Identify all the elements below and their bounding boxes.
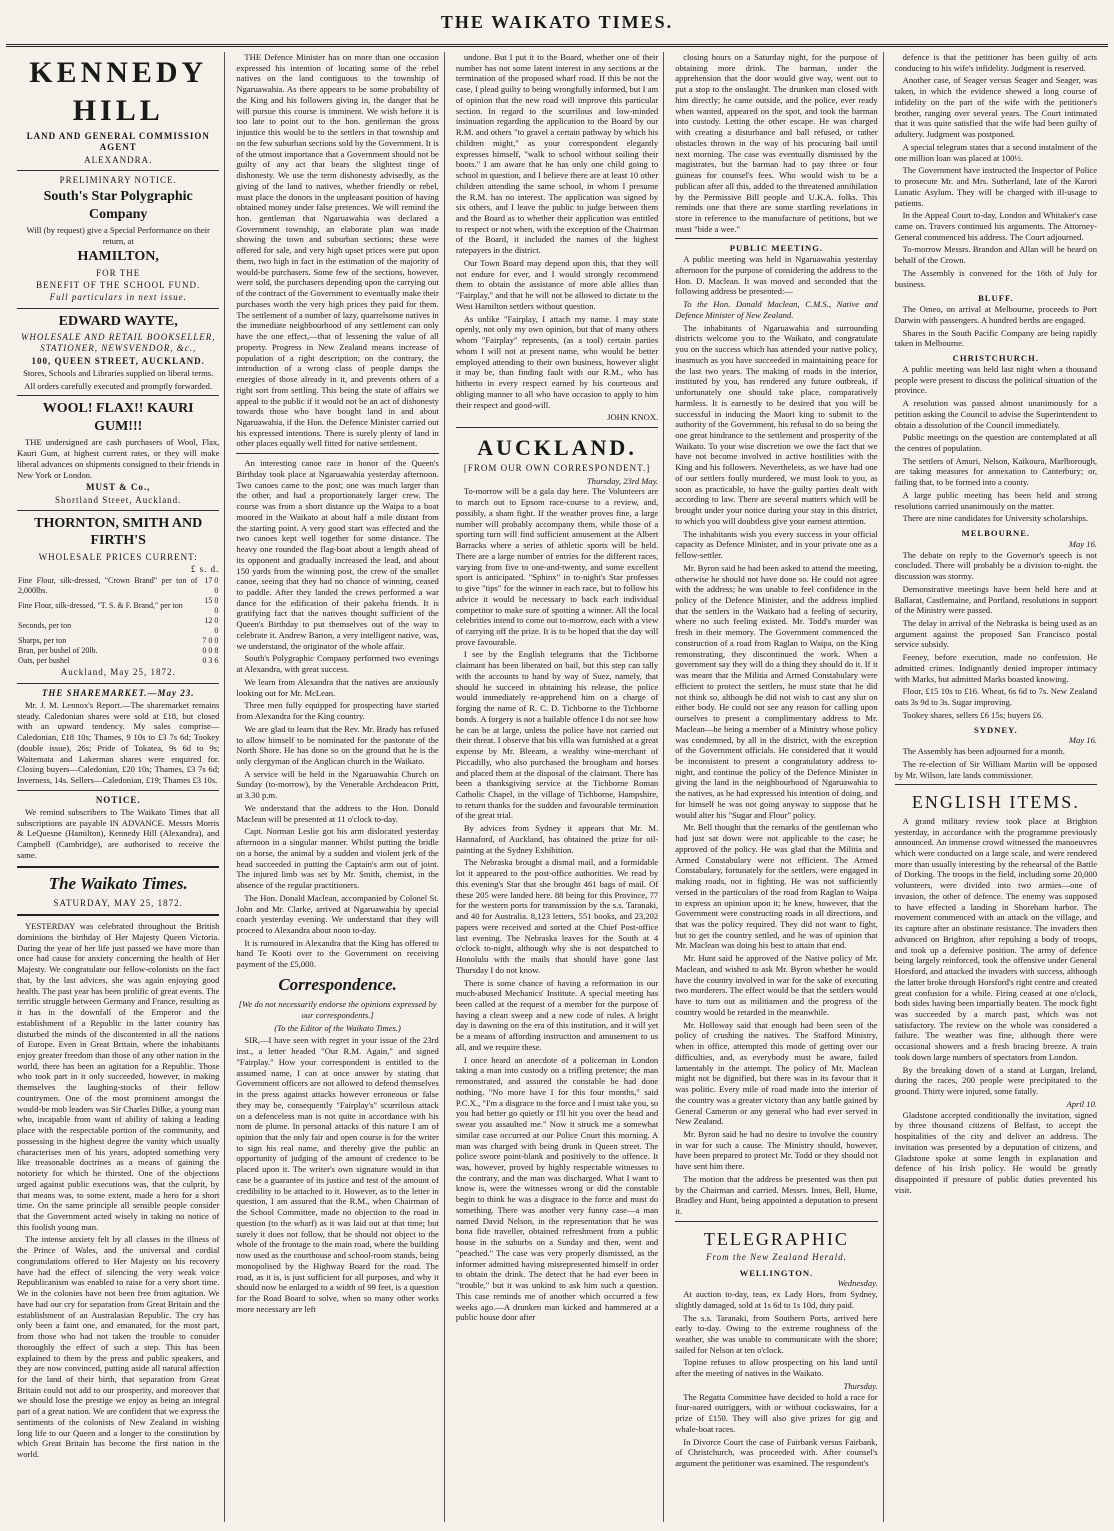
prices-date: Auckland, May 25, 1872. bbox=[60, 667, 176, 678]
telegram-para: The Government have instructed the Inspector of Police to prosecute Mr. and Mrs. Sutherland, late of the Karori Lunatic Asylum. They will be charged with ill-usage to patients. bbox=[894, 165, 1098, 208]
kennedy-title: LAND AND GENERAL COMMISSION AGENT bbox=[26, 131, 210, 153]
paper-date: SATURDAY, MAY 25, 1872. bbox=[53, 897, 183, 908]
meeting-para: To the Hon. Donald Maclean, C.M.S., Native and Defence Minister of New Zealand. bbox=[675, 299, 878, 320]
auckland-para: I once heard an anecdote of a policeman in London taking a man into custody on a trifling pretence; the man remonstrated, and assured the constable he had done nothing. "No more have I for this four months," said P.C.X., "I'm a disgrace to the force and I must take you, so you had better go quietly or I'll hit you over the head and swear you assaulted me." Now it struck me a somewhat similar case occurred at our Police Court this morning. A man was charged with being drunk in Queen street. The police swore point-blank and positively to the offence. It was, however, proved by highly respectable witnesses to the contrary, and the man was discharged. What I want to know is, were the witnesses wrong or did the constable begin to think he was a disgrace to the force and must do something. There was another very funny case—a man named David Nelson, in the representation that he was bona fide traveller, obtained refreshment from a public house in the suburbs on a Sunday and then, went and "peached." The case was very properly dismissed, as the informer admitted having misrepresented himself in order to obtain the drink. The detect that he had ever been in "trouble," but it was unkind to ask him such a question. This case reminds me of another which occurred a few weeks ago.—A drunken man kicked and hammered at a public house door after bbox=[455, 1054, 659, 1323]
news-item: Capt. Norman Leslie got his arm dislocated yesterday afternoon in a singular manner. Whilst putting the bridle on a horse, the animal by a sudden and violent jerk of the head succeeded in putting the Captain's arm out of joint. The injured limb was set by Mr. Smith, chemist, in the absence of the regular practitioners. bbox=[236, 826, 439, 891]
editorial-para: YESTERDAY was celebrated throughout the British dominions the birthday of Her Majesty Queen Victoria. During the year of her life just passed we have more than once had cause for anxiety concerning the health of Her Majesty. We congratulate our fellow-colonists on the fact that, by the last advices, she was again enjoying good health. The past year has been prolific of great events. The terrific struggle between Germany and France, resulting as it has in the downfall of the Emperor and the establishment of a Republic in the latter country has disturbed the minds of the discontented in all the nations of Europe. Even in Great Britain, where the inhabitants enjoy greater freedom than those of any other nation in the world, there has been an agitation for a Republic. Those who took part in it only succeeded, however, in making themselves the laughing-stocks of their fellow countrymen. One of the most prominent amongst the would-be mob leaders was Sir Charles Dilke, a young man who, incapable from want of ability of taking a leading place with the respectable portion of the community, and possessing in the highest degree the vanity which usually characterises men of his years, adopted something very like treasonable doctrines as a means of gaining the notoriety for which he thirsted. One of the objections urged against public executions was, that the culprit, by that means was, to some extent, made a hero for a short time. On the same principle all sensible people consider that the Government acted wisely in taking no notice of this foolish young man. bbox=[17, 921, 220, 1232]
defence-editorial: THE Defence Minister has on more than one occasion expressed his intention of locating some of the rebel natives on the land contiguous to the township of Ngaruawahia. As there appears to be some probability of the King and his followers giving in, the danger that he will pursue this course is imminent. We wish before it is too late to point out to the hon. gentleman the gross injustice this would be to the settlers in that township and on the few suburban sections sold by the Government. It is of the utmost importance that a Government should not be guilty of any act that bears the slightest tinge of dishonesty. We use the term dishonesty advisedly, as the giving of the land to natives, whether friendly or rebel, must place the donors in the unpleasant position of having obtained money under false pretences. We will remind the hon. gentleman that Ngaruawahia was declared a Government township, an elaborate plan was made showing the town and suburban sections; these were offered for sale, and very high upset prices were put upon them, two high in fact in the estimation of the majority of would-be purchasers. Some few of the sections, however, were sold, the purchasers depending upon the carrying out of the contract of the Government to eventually make their purchases worth the very high prices they paid for them. The settlement of a number of lazy, quarrelsome natives in the immediate neighbourhood of any settlement can only have the one effect,—that of lessening the value of all property. Progress in New Zealand means increase of population of a right description; on the contrary, the introduction of a wrong class of people damps the energies of those already in it, and prevents others of a right sort from settling. This being the state of affairs we appeal to the public if it would not be an act of dishonesty towards those who have bought land in and about Ngaruawahia, if the Hon. the Defence Minister carried out his expressed intentions. There is surely plenty of land in other places equally well fitted for native settlement. bbox=[236, 52, 439, 449]
bluff-para: Shares in the South Pacific Company are being rapidly taken in Melbourne. bbox=[894, 327, 1098, 349]
wool-body: THE undersigned are cash purchasers of Wool, Flax, Kauri Gum, at highest current rates, or they will make liberal advances on shipments consigned to their friends in New York or London. bbox=[17, 437, 220, 480]
christchurch-para: A large public meeting has been held and strong resolutions carried unanimously on the matter. bbox=[894, 489, 1098, 511]
correspondence-cont: As unlike "Fairplay, I attach my name. I may state openly, not only my own opinion, but that of many others whom "Fairplay" represents, (as a tool) certain parties whom I will not at present name, who would be better employed attending to their own business, however slight it may be, than finding fault with our R.M., who has hitherto in every respect earned by his courteous and obliging manner to all who have occasion to apply to him their respect and good-will. bbox=[455, 313, 659, 410]
sydney-heading: SYDNEY. bbox=[973, 724, 1018, 735]
column-3 bbox=[451, 52, 664, 1522]
must-name: MUST & Co., bbox=[86, 482, 151, 493]
sydney-date: May 16. bbox=[1068, 735, 1098, 746]
news-item: A service will be held in the Ngaruawahia Church on Sunday (to-morrow), by the Venerable Archdeacon Pritt, at 3.30 p.m. bbox=[236, 768, 439, 801]
correspondence-title: Correspondence. bbox=[278, 974, 397, 994]
column-4 bbox=[670, 52, 883, 1522]
southstar-body: Will (by request) give a Special Performance on their return, at bbox=[26, 225, 210, 246]
news-item: South's Polygraphic Company performed two evenings at Alexandra, with great success. bbox=[236, 653, 439, 675]
editorial-para: The intense anxiety felt by all classes in the illness of the Prince of Wales, and the universal and cordial congratulations offered to Her Majesty on his recovery have had the effect of silencing the very weak voice Republicanism was enabled to raise for a very short time. We in the colonies have not been free from agitation. We have had our cry for separation from Great Britain and the establishment of an Australasian Republic. The cry has only been a faint one, and emanated, for the most part, from those who had not taken the trouble to consider thoroughly the effect of such a step. This has been explained to them by the press and public speakers, and they are now convinced, putting aside all natural affection for the land of their birth, that separation from Great Britain could not add to our prosperity, and moreover that we should lose the prestige we enjoy as being an integral part of a great nation. We are confident that we express the sentiments of the colonists of New Zealand in wishing long life to our Queen and a longer to the constitution by which Great Britain has become the first nation in the world. bbox=[17, 1234, 220, 1460]
price-head: £ s. d. bbox=[190, 564, 220, 575]
masthead: THE WAIKATO TIMES. bbox=[440, 12, 674, 32]
auckland-title: AUCKLAND. bbox=[477, 434, 637, 460]
for-the: FOR THE bbox=[96, 267, 141, 278]
news-item: We understand that the address to the Hon. Donald Maclean will be presented at 11 o'clock to-day. bbox=[236, 802, 439, 824]
english-para: A grand military review took place at Brighton yesterday, in accordance with the programme previously announced. An immense crowd witnessed the manoeuvres which were conducted on a large scale, and were rendered more than usually interesting by the rehearsal of the Battle of Dorking. The troops in the field, including some 20,000 volunteers, were divided into two armies—one of invasion, the other of defence. The enemy was supposed to have effected a landing in Shoreham harbor. The movement commenced with an attack on the village, and its capture after an obstinate resistance. The invaders then advanced on Brighton, after repulsing a body of troops, and took up a defensive position. The army of defence being largely reinforced, took the offensive under General Horsford, and attacked the invaders with success, although the latter broke through Horsford's right centre and created great confusion for a while. Firing ceased at one o'clock, both sides having been impartially beaten. The mock fight was succeeded by a march past, which was not satisfactory. The review on the whole was considered a failure. The weather was fine, although there were occasional showers and a fresh bracing breeze. A train took down large numbers of spectators from London. bbox=[894, 815, 1098, 1062]
melbourne-heading: MELBOURNE. bbox=[961, 528, 1031, 539]
christchurch-para: A resolution was passed almost unanimously for a petition asking the Council to advise the Superintendent to obtain a dissolution of the Council immediately. bbox=[894, 398, 1098, 430]
auckland-para: By advices from Sydney it appears that Mr. M. Hannaford, of Auckland, has obtained the prize for oil-painting at the Sydney Exhibition. bbox=[455, 823, 659, 855]
meeting-para: Mr. Byron said he had been asked to attend the meeting, otherwise he should not have done so. He could not agree with the address; he was unable to feel confidence in the policy of the Defence Minister, and the address implied that the settlers in the Waikato had a feeling of security, where no such feeling existed. Mr. Todd's murder was fresh in their memory. The Government commenced the construction of a road from Raglan to Waipa, on the King remonstrating, they discontinued the work. When a government say they will do a thing they should do it. If it was meant that the Militia and Armed Constabulary were efficient to protect the settlers, he must state that he did not think so, although he did not wish to cast any slur on either body. He could not see any reason for calling upon ourselves to present a complimentary address to Mr. Maclean—he being a member of a Ministry whose policy was condemned, by all in the district, with the exception of the Government officials. He considered that it would be inconsistent to present a congratulatory address to-night, and continue the policy of the Defence Minister in giving the land in the neighbourhood of Ngaruawahia to the natives, as he had expressed his intention of doing, and for himself he was not going anyway to suppose that he would alter his "Sugar and Flour" policy. bbox=[675, 562, 878, 820]
news-item: An interesting canoe race in honor of the Queen's Birthday took place at Ngaruawahia yesterday afternoon. Two canoes came to the post; one was much larger than the other, and had a proportionately larger crew. The course was from a short distance up the Waipa to a boat moored in the Waikato at about half a mile distant from the starting point. A very good start was effected and the two canoes kept well together for some distance. The heavy one rounded the flag-boat about a length ahead of its opponent and gradually increased the lead, and about 150 yards from the winning post, the crew of the smaller canoe, seeing that they had no chance of winning, ceased to paddle. After they landed the crews performed a war dance for the edification of their pakeha friends. It is gratifying fact that the natives thought sufficient of the Queen's Birthday to put themselves out of the way to celebrate it. Andrew Barton, a very intelligent native, was, we understand, the originator of the whole affair. bbox=[236, 458, 439, 651]
meeting-para: Mr. Bell thought that the remarks of the gentleman who had just sat down were not applicable to the case; he approved of the policy. He was glad that the Militia and Armed Constabulary were not efficient. The Armed Constabulary, fortunately for the settlers, were engaged in making roads, not in fighting. He was not sufficiently versed in the particulars of the road from Raglan to Waipa to express an opinion upon it; he knew, however, that the Government were constructing roads in all directions, and that was the policy required. They did not want to fight, but to get the country settled, and he was of opinion that Mr. Maclean was doing his best to attain that end. bbox=[675, 822, 878, 951]
news-item: It is rumoured in Alexandra that the King has offered to hand Te Kooti over to the Government on receiving payment of the £5,000. bbox=[236, 937, 439, 970]
thornton-sub: WHOLESALE PRICES CURRENT: bbox=[38, 551, 198, 562]
news-item: The Hon. Donald Maclean, accompanied by Colonel St. John and Mr. Clarke, arrived at Ngaruawahia by special coach yesterday evening. We understand that they will proceed to Alexandra about noon to-day. bbox=[236, 892, 439, 936]
price-row: Fine Flour, silk-dressed, "T. S. & F. Brand," per ton 15 0 0 bbox=[18, 596, 219, 616]
melbourne-para: The debate on reply to the Governor's speech is not concluded. There will probably be a division to-night. the discussion was stormy. bbox=[894, 549, 1098, 582]
christchurch-heading: CHRISTCHURCH. bbox=[952, 353, 1039, 364]
notice-title: NOTICE. bbox=[95, 794, 141, 805]
price-row: Bran, per bushel of 20lb. 0 0 8 bbox=[18, 646, 219, 656]
wool-title: WOOL! FLAX!! KAURI GUM!!! bbox=[42, 401, 194, 434]
column-5 bbox=[890, 52, 1102, 1522]
melbourne-para: Feeney, before execution, made no confession. He admitted crimes. Indignantly denied improper intimacy with Marks, but admitted Marks boasted knowing. bbox=[894, 652, 1098, 684]
telegram-para: In the Appeal Court to-day, London and Whitaker's case came on. Travers continued his arguments. The Attorney-General commenced his address. The Court adjourned. bbox=[894, 210, 1098, 242]
wellington-heading: WELLINGTON. bbox=[739, 1267, 814, 1278]
wellington-para: At auction to-day, teas, ex Lady Hors, from Sydney, slightly damaged, sold at 1s 6d to 1s 10d, duty paid. bbox=[675, 1289, 878, 1310]
christchurch-para: The settlers of Amuri, Nelson, Kaikoura, Marlborough, are taking measures for annexation to Canterbury; or, failing that, to be formed into a county. bbox=[894, 455, 1098, 488]
melbourne-para: Flour, £15 10s to £16. Wheat, 6s 6d to 7s. New Zealand oats 3s 9d to 3s. Sugar improving. bbox=[894, 686, 1098, 708]
full-particulars: Full particulars in next issue. bbox=[49, 292, 187, 303]
wayte-name: EDWARD WAYTE, bbox=[58, 313, 178, 329]
correspondence-to: (To the Editor of the Waikato Times.) bbox=[274, 1022, 401, 1033]
kennedy-place: ALEXANDRA. bbox=[84, 154, 153, 165]
april-date: April 10. bbox=[1066, 1098, 1098, 1109]
telegraphic-title: TELEGRAPHIC bbox=[703, 1228, 849, 1249]
auckland-cont: closing hours on a Saturday night, for the purpose of obtaining more drink. The barman, under the apprehension that the door would give way, went out to put a stop to the onslaught. The drunken man closed with him directly; he came outside, and the police, ever ready when wanted, appeared on the spot, and took the barman into custody. Letting the other escape. He was charged with creating a disturbance and ball refused, or rather obstacles thrown in the way of his procuring bail until next morning. The case was eventually dismissed by the magistrates, but the barman had to pay three or four guineas for counsel's fees. Who would wish to be a publican after all this, added to the threatened annihilation by the Permissive Bill people and U.K.A. folks. This reminds one that there are some startling revelations in store in reference to the manufacture of petitions, but we must "bide a wee." bbox=[675, 52, 878, 234]
english-items-title: ENGLISH ITEMS. bbox=[911, 792, 1080, 813]
meeting-para: The inhabitants wish you every success in your official capacity as Defence Minister, and in your private one as a fellow-settler. bbox=[675, 528, 878, 561]
page-columns bbox=[12, 52, 1102, 1522]
auckland-from: [FROM OUR OWN CORRESPONDENT.] bbox=[463, 463, 651, 474]
price-row: Oats, per bushel 0 3 6 bbox=[18, 656, 219, 666]
correspondence-cont: Our Town Board may depend upon this, that they will not endure for ever, and I would strongly recommend them to obtain the assistance of more able allies than "Fairplay," and that he will not be allowed to dictate to the West Hamilton settlers without question. bbox=[455, 257, 659, 311]
column-2 bbox=[231, 52, 444, 1522]
hamilton-heading: HAMILTON, bbox=[77, 249, 159, 265]
sharemarket-body: Mr. J. M. Lennox's Report.—The sharemarket remains steady. Caledonian shares were sold at £18, but closed with an upward tendency. My sales comprise—Caledonian, £18 10s; Thames, 9 10s to £3 7s 6d; Tookey (double issue), 26s; Pride of Tokatea, 9s 6d to 9s; Waitemata and Lakerman shares were enquired for. Closing buyers—Caledonian, £20 10s; Thames, £3 7s 6d; Inverness, 14s. Sellers—Caledonian, £19; Thames £3 10s. bbox=[17, 699, 220, 786]
southstar-title: South's Star Polygraphic Company bbox=[43, 189, 193, 222]
news-item: We learn from Alexandra that the natives are anxiously looking out for Mr. McLean. bbox=[236, 676, 439, 698]
christchurch-para: There are nine candidates for University scholarships. bbox=[902, 513, 1089, 524]
wellington-day: Wednesday. bbox=[837, 1278, 878, 1289]
sydney-para: The Assembly has been adjourned for a month. bbox=[902, 746, 1065, 757]
correspondence-note: [We do not necessarily endorse the opinions expressed by our correspondents.] bbox=[238, 999, 437, 1020]
masthead-rule bbox=[6, 44, 1108, 47]
price-table bbox=[17, 576, 219, 666]
christchurch-para: A public meeting was held last night when a thousand people were present to discuss the political situation of the province. bbox=[894, 363, 1098, 396]
auckland-date: Thursday, 23rd May. bbox=[586, 475, 659, 486]
auckland-para: The Nebraska brought a dismal mail, and a formidable lot it appeared to the post-office authorities. We read by this evening's Star that she brought 461 bags of mail. Of these 205 were landed here. 88 being for this Province, 77 for the western ports for transmission by the s.s. Taranaki, and 40 for Australia. 8,123 letters, 551 books, and 23,202 papers were received and sorted at the Chief Post-office last evening. The Nebraska leaves for the South at 4 o'clock to-night, although why she is not despatched to Honolulu with the mails that should have gone last Thursday I do not know. bbox=[455, 857, 659, 975]
bluff-heading: BLUFF. bbox=[978, 293, 1014, 304]
meeting-para: Mr. Byron said he had no desire to involve the country in war for such a cause. The Ministry should, however, have been prepared to protect Mr. Todd or they should not have sent him there. bbox=[675, 1128, 878, 1172]
price-row: Sharps, per ton 7 0 0 bbox=[18, 636, 219, 646]
wellington-para: Topine refuses to allow prospecting on his land until after the meeting of natives in the Waikato. bbox=[675, 1357, 878, 1379]
english-para: By the breaking down of a stand at Lurgan, Ireland, during the races, 200 people were precipitated to the ground. Thirty were injured, some fatally. bbox=[894, 1064, 1098, 1097]
kennedy-name: KENNEDY HILL bbox=[29, 56, 208, 127]
meeting-title: PUBLIC MEETING. bbox=[729, 243, 824, 254]
correspondence-cont: undone. But I put it to the Board, whether one of their number has not some latent interest in any sections at the termination of the proposed wharf road. If this be not the case, I plead guilty to being wrongfully informed, but I am of opinion that the new road will improve this particular section. In regard to the scurrilous and low-minded insinuation regarding the application to the Board by our R.M. and others "to gravel a certain pathway by which his children might," as your correspondent elegantly expresses himself, "walk to school without soiling their boots." I am aware that he has only one child going to school in question, and I believe there are at least 10 other children attending the same school, in whom I presume the R.M. has no interest. The application was signed by six others, and I leave the public to judge between them and the Board as to whether their application was entitled to respect or not when, with the exception of the Chairman of the Board, it included the names of the highest ratepayers in the district. bbox=[455, 52, 659, 256]
auckland-para: There is some chance of having a reformation in our much-abused Mechanics' Institute. A special meeting has been called at the request of a member for the purpose of having a clean sweep and a new code of rules. A bright day is dawning on the era of this institution, and it will yet be a means of affording instruction and amusement to us all, and we require these. bbox=[455, 977, 659, 1052]
auckland-para: I see by the English telegrams that the Tichborne claimant has been liberated on bail, but this step can tally with the accounts to hand by way of Suez, namely, that should he succeed in obtaining his release, the police would immediately re-apprehend him on a charge of forging the name of R. C. D. Tichborne to the Tichborne bonds. A forgery is not a bailable offence I do not see how he can be at large, unless the police have not carried out their threat. I observe that his villa was furnished at a great expense by Mr. Bleeam, a wealthy wine-merchant of Piccadilly, who also purchased the brougham and horses and placed them at the disposal of the claimant. There has been a thanksgiving service at the Tichborne Roman Catholic Chapel, in the village of Tichborne, Hampshire, to return thanks for the sudden and favourable termination of the great trial. bbox=[455, 649, 659, 821]
correspondence-signature: JOHN KNOX. bbox=[607, 412, 659, 423]
telegram-para: defence is that the petitioner has been guilty of acts conducing to his wife's infidelity. Judgment is reserved. bbox=[894, 52, 1098, 73]
melbourne-para: The delay in arrival of the Nebraska is being used as an argument against the proposed San Francisco postal service subsidy. bbox=[894, 617, 1098, 650]
english-para: Gladstone accepted conditionally the invitation, signed by three thousand citizens of Belfast, to accept the hospitalities of the city and deliver an address. The invitation was presented by a deputation of citizens, and Gladstone spoke at some length in explanation and defence of his Irish policy. He would be greatly disappointed if pressure of public duties prevented his visit. bbox=[894, 1109, 1098, 1195]
telegram-para: A special telegram states that a second instalment of the one million loan was placed at 100½. bbox=[894, 141, 1098, 163]
bluff-para: The Omeo, on arrival at Melbourne, proceeds to Port Darwin with passengers. A hundred berths are engaged. bbox=[894, 304, 1098, 325]
wayte-orders: All orders carefully executed and promptly forwarded. bbox=[24, 380, 213, 391]
meeting-para: The motion that the address be presented was then put by the Chairman and carried. Messrs. Innes, Bell, Hume, Bradley and Hunt, being appointed a deputation to present it. bbox=[675, 1173, 878, 1217]
telegram-para: To-morrow Messrs. Brandon and Allan will be heard on behalf of the Crown. bbox=[894, 244, 1098, 266]
meeting-para: The inhabitants of Ngaruawahia and surrounding districts welcome you to the Waikato, and congratulate you on the success which has attended your native policy, inasmuch as you have succeeded in maintaining peace for the last two years. The making of roads in the interior, instituted by you, has rendered any future outbreak, if unfortunately one should take place, comparatively harmless. It is earnestly to be desired that you will be successful in inducing the Maori king to submit to the authority of the Government, his refusal to do so being the one great hindrance to the settlement and prosperity of the Waikato. To your wise discretion we owe the fact that we have not become involved in active hostilities with the King and his followers. Nevertheless, as we have had one of our settlers foully murdered, we must look to you, as soon as practicable, to have the guilty parties dealt with according to law. There are several matters which will be brought under your notice during your stay in this district, to which you will doubtless give your earnest attention. bbox=[675, 322, 878, 526]
telegram-para: Another case, of Seager versus Seager and Seager, was taken, in which the evidence shewed a long course of infidelity on the part of the wife with the petitioner's brother, ranging over several years. The Court intimated that it was quite satisfied that the wife had been guilty of adultery. Judgment was postponed. bbox=[894, 75, 1098, 140]
meeting-para: Mr. Holloway said that enough had been seen of the policy of crushing the natives. The Stafford Ministry, when in office, attempted this mode of getting over our difficulties, and, as everybody must be aware, failed lamentably in the attempt. The policy of Mr. Maclean might not be dignified, but there was in its favour that it was politic. Every mile of road made into the interior of the country was a greater victory than any battle gained by General Cameron or any general who had ever served in New Zealand. bbox=[675, 1019, 878, 1127]
news-item: Three men fully equipped for prospecting have started from Alexandra for the King country. bbox=[236, 700, 439, 722]
news-item: We are glad to learn that the Rev. Mr. Brady has refused to allow himself to be nominated for the pastorate of the North Shore. He has done so on the ground that he is the only clergyman of the Anglican church in the Waikato. bbox=[236, 723, 439, 766]
melbourne-para: Tookey shares, sellers £6 15s; buyers £6. bbox=[902, 709, 1044, 720]
must-address: Shortland Street, Auckland. bbox=[54, 494, 182, 505]
paper-title: The Waikato Times. bbox=[48, 873, 188, 893]
melbourne-para: Demonstrative meetings have been held here and at Ballarat, Castlemaine, and Portland, resolutions in support of the Ministry were passed. bbox=[894, 583, 1098, 616]
sydney-para: The re-election of Sir William Martin will be opposed by Mr. Wilson, late lands commissioner. bbox=[894, 758, 1098, 780]
wayte-trade: WHOLESALE AND RETAIL BOOKSELLER, STATIONER, NEWSVENDOR, &c., bbox=[20, 332, 216, 354]
telegraphic-from: From the New Zealand Herald. bbox=[705, 1252, 847, 1263]
correspondence-body: SIR,—I have seen with regret in your issue of the 23rd inst., a letter headed "Our R.M. Again," and signed "Fairplay." How your correspondent is entitled to the assumed name, I can at once answer by stating that Government officers are not allowed to defend themselves in the press against attacks however erroneous or false they may be, consequently "Fairplay's" scurrilous attack on a defenceless man is not quite in accordance with his nom de plume. In personal attacks of this nature I am of opinion that the only fair and open course is for the writer to sign his real name, and thereby give the public an opportunity of judging of the amount of credence to be placed upon it. The writer's own signature would in that case be a guarantee of its justice and test of the amount of credibility to be attached to it. However, as to the letter in question, I am assured that the R.M., when Chairman of the School Committee, made no objection to the road in question (to the wharf) as it was laid out at that time; but surely it does not follow, that he should not object to the whole of the frontage to the main road, where the building now used as the courthouse and school-room stands, being monopolised by the Highway Board for the road. The road, as it is, is just sufficient for all purposes, and why it should now be enlarged to a width of 99 feet, is a question for the Road Board to solve, when so many other works more necessary are left bbox=[236, 1035, 439, 1314]
price-row: Fine Flour, silk-dressed, "Crown Brand" per ton of 2,000lbs. 17 0 0 bbox=[18, 576, 219, 596]
melbourne-date: May 16. bbox=[1068, 538, 1098, 549]
thursday-para: In Divorce Court the case of Fairbank versus Fairbank, of Christchurch, was proceeded with. After counsel's argument the petitioner was examined. The respondent's bbox=[675, 1436, 878, 1469]
meeting-para: Mr. Hunt said he approved of the Native policy of Mr. Maclean, and wished to ask Mr. Byron whether he would have the country involved in war for the sake of executing two murderers. The effect would be that the settlers would have to turn out as militiamen and the progress of the country would be retarded in the meanwhile. bbox=[675, 953, 878, 1017]
wellington-para: The s.s. Taranaki, from Southern Ports, arrived here early to-day. Owing to the extreme roughness of the weather, she was unable to communicate with the shore; sailed for Nelson at ten o'clock. bbox=[675, 1312, 878, 1355]
notice-body: We remind subscribers to The Waikato Times that all subscriptions are payable IN ADVANCE. Messrs Morris & LeQuesne (Hamilton), Kennedy Hill (Alexandra), and Campbell (Cambridge), are authorised to receive the same. bbox=[17, 807, 220, 860]
thursday-para: The Regatta Committee have decided to hold a race for four-oared outriggers, with or without cockswains, for a prize of £150. They will also give prizes for gig and whale-boat races. bbox=[675, 1391, 878, 1434]
meeting-para: A public meeting was held in Ngaruawahia yesterday afternoon for the purpose of considering the address to the Hon. D. Maclean. It was moved and seconded that the following address be presented:— bbox=[675, 254, 878, 297]
thursday-heading: Thursday. bbox=[843, 1380, 878, 1391]
wayte-stores: Stores, Schools and Libraries supplied on liberal terms. bbox=[23, 367, 214, 378]
thornton-title: THORNTON, SMITH AND FIRTH'S bbox=[34, 515, 203, 549]
sharemarket-title: THE SHAREMARKET.—May 23. bbox=[41, 687, 195, 698]
auckland-para: To-morrow will be a gala day here. The Volunteers are to march out to Epsom race-course to a review, and, possibly, a sham fight. If the weather proves fine, a large number will probably accompany them, while those of a sporting turn will find sufficient amusement at the Albert Barracks where a series of athletic sports will be held. There are a large number of entries for the different races, varying from five to one-and-twenty, and some excellent sport is anticipated. "Sphinx" in to-night's Star professes to give "tips" for the winner in each race, but to follow his advice it would be necessary to back each individual competitor to make sure of spotting a winner. All the local celebrities intend to come out to-morrow, each with a view of carrying off the prize. It is to be hoped that the day will prove favourable. bbox=[455, 486, 659, 647]
prelim-notice: PRELIMINARY NOTICE. bbox=[59, 174, 177, 185]
wayte-address: 100, QUEEN STREET, AUCKLAND. bbox=[31, 355, 205, 366]
telegram-para: The Assembly is convened for the 16th of July for business. bbox=[894, 267, 1098, 289]
price-row: Seconds, per ton 12 0 0 bbox=[18, 616, 219, 636]
christchurch-para: Public meetings on the question are contemplated at all the centres of population. bbox=[894, 432, 1098, 453]
column-1 bbox=[12, 52, 225, 1522]
benefit-line: BENEFIT OF THE SCHOOL FUND. bbox=[36, 280, 201, 291]
